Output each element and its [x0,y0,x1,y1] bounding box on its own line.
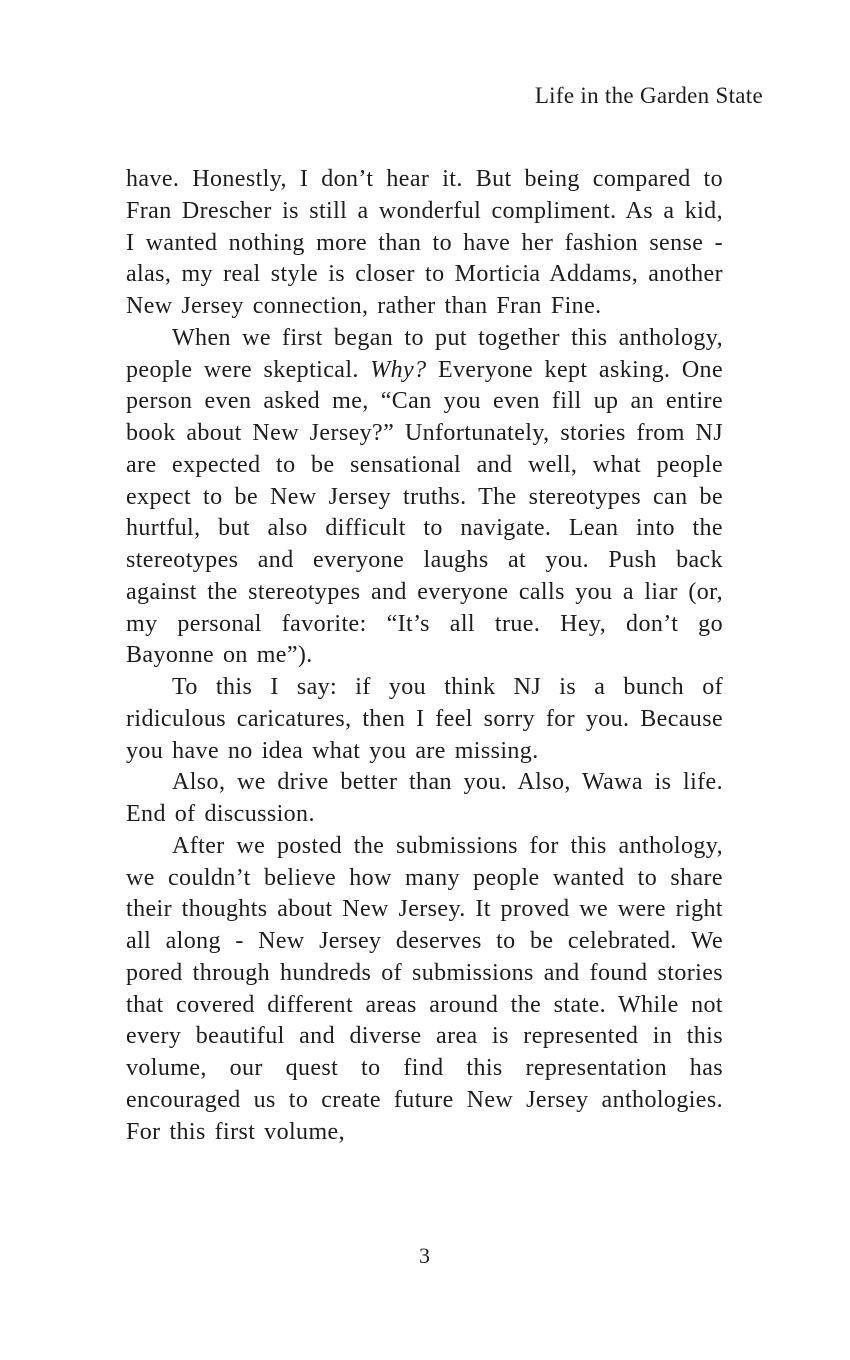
paragraph-skeptical [126,323,723,672]
paragraph-after-submissions: After we posted the submissions for this anthology, we couldn’t believe how many people wanted to share their thoughts about New Jersey. It proved we were right all along - New Jersey deserves to be celebrated. We pored through hundreds of submissions and found stories that covered different areas around the state. While not every beautiful and diverse area is represented in this volume, our quest to find this representation has encouraged us to create future New Jersey anthologies. For this first volume, [126,832,723,1145]
paragraph-continuation: have. Honestly, I don’t hear it. But being compared to Fran Drescher is still a wonderful compliment. As a kid, I wanted nothing more than to have her fashion sense - alas, my real style is closer to Morticia Addams, another New Jersey connection, rather than Fran Fine. [126,166,723,319]
body-text [126,164,723,1148]
running-header: Life in the Garden State [534,83,763,108]
paragraph-skeptical-post: Everyone kept asking. One person even asked me, “Can you even fill up an entire book about New Jersey?” Unfortunately, stories from NJ are expected to be sensational and well, what people expect to be New Jersey truths. The stereotypes can be hurtful, but also difficult to navigate. Lean into the stereotypes and everyone laughs at you. Push back against the stereotypes and everyone calls you a liar (or, my personal favorite: “It’s all true. Hey, don’t go Bayonne on me”). [126,356,724,669]
page-number: 3 [419,1243,430,1268]
paragraph-skeptical-italic-why: Why? [370,356,427,383]
paragraph-skeptical-pre: When we first began to put together this anthology, people were skeptical. [126,324,723,383]
paragraph-also-wawa: Also, we drive better than you. Also, Wawa is life. End of discussion. [126,769,723,827]
paragraph-to-this-i-say: To this I say: if you think NJ is a bunch of ridiculous caricatures, then I feel sorry for you. Because you have no idea what you are missing. [126,674,723,764]
